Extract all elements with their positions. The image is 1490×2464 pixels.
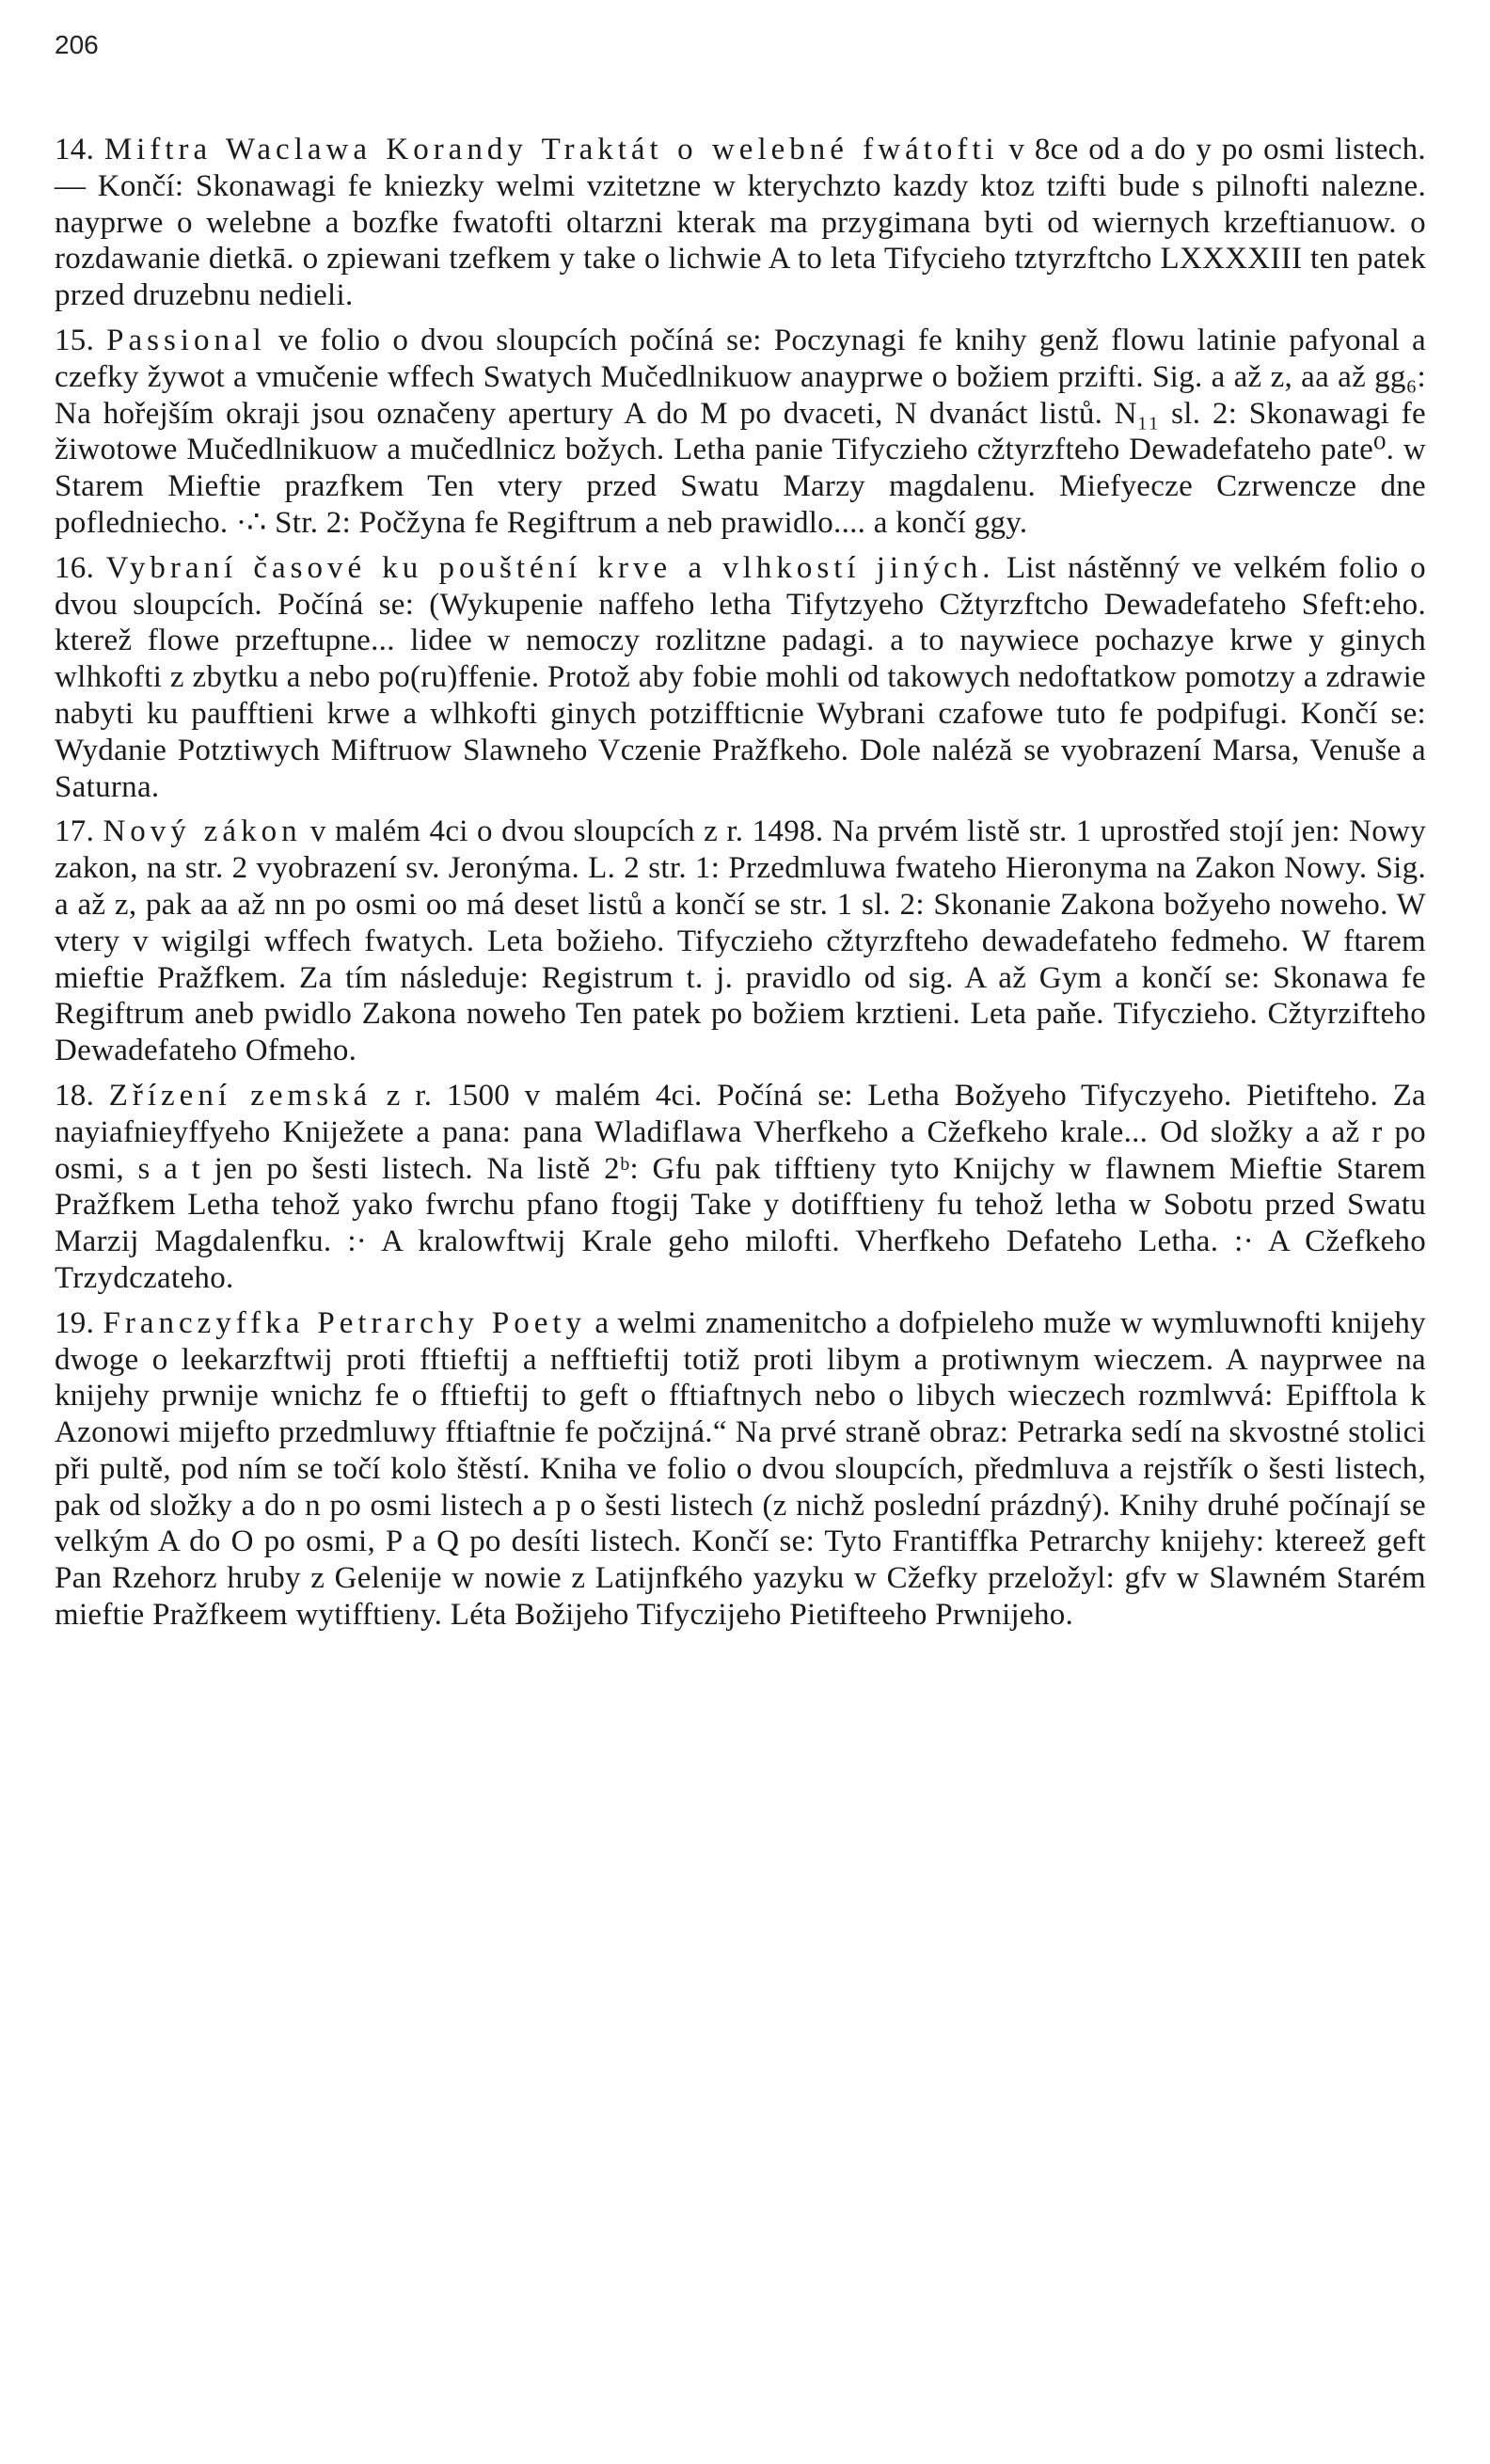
catalog-entry-14 <box>55 132 1426 314</box>
entry-text: a welmi znamenitcho a dofpieleho muže w wymluwnofti knijehy dwoge o leekarzftwij proti fftieftij a nefftieftij totiž proti libym a protiwnym wieczem. A nayprwee na knijehy prwnije wnichz fe o fftieftij to geft o fftiaftnych nebo o libych wieczech rozmlwvá: Epifftola k Azonowi mijefto przedmluwy fftiaftnie fe počzijná.“ Na prvé straně obraz: Petrarka sedí na skvostné stolici při pultě, pod ním se točí kolo štěstí. Kniha ve folio o dvou sloupcích, předmluva a rejstřík o šesti listech, pak od složky a do n po osmi listech a p o šesti listech (z nichž poslední prázdný). Knihy druhé počínají se velkým A do O po osmi, P a Q po desíti listech. Končí se: Tyto Frantiffka Petrarchy knijehy: ktereež geft Pan Rzehorz hruby z Gelenije w nowie z Latijnfkého yazyku w Cžefky przeložyl: gfv w Slawném Starém mieftie Pražfkeem wytifftieny. Léta Božijeho Tifyczijeho Pietifteeho Prwnijeho. <box>55 1305 1426 1633</box>
entry-title: Franczyffka Petrarchy Poety <box>103 1305 587 1340</box>
entry-title: Nový zákon <box>103 814 302 849</box>
entry-title: Passional <box>106 323 266 357</box>
catalog-entry-17 <box>55 813 1426 1069</box>
catalog-entry-18 <box>55 1078 1426 1297</box>
entry-text: ve folio o dvou sloupcích počíná se: Poczynagi fe knihy genž flowu latinie pafyonal a czefky žywot a vmučenie wffech Swatych Mučedlnikuow anayprwe o božiem przifti. Sig. a až z, aa až gg₆: Na hořejším okraji jsou označeny apertury A do M po dvaceti, N dvanáct listů. N₁₁ sl. 2: Skonawagi fe žiwotowe Mučedlnikuow a mučedlnicz božych. Letha panie Tifyczieho cžtyrzfteho Dewadefateho pate⁰. w Starem Mieftie prazfkem Ten vtery przed Swatu Marzy magdalenu. Miefyecze Czrwencze dne pofledniecho. ·∴ Str. 2: Počžyna fe Regiftrum a neb prawidlo.... a končí ggy. <box>55 323 1426 540</box>
entry-text: v malém 4ci o dvou sloupcích z r. 1498. Na prvém listě str. 1 uprostřed stojí jen: Nowy zakon, na str. 2 vyobrazení sv. Jeronýma. L. 2 str. 1: Przedmluwa fwateho Hieronyma na Zakon Nowy. Sig. a až z, pak aa až nn po osmi oo má deset listů a končí se str. 1 sl. 2: Skonanie Zakona božyeho noweho. W vtery v wigilgi wffech fwatych. Leta božieho. Tifyczieho cžtyrzfteho dewadefateho fedmeho. W ftarem mieftie Pražfkem. Za tím následuje: Registrum t. j. pravidlo od sig. A až Gym a končí se: Skonawa fe Regiftrum aneb pwidlo Zakona noweho Ten patek po božiem krztieni. Leta paňe. Tifyczieho. Cžtyrzifteho Dewadefateho Ofmeho. <box>55 814 1426 1068</box>
entry-number: 14. <box>55 133 95 166</box>
catalog-entry-19 <box>55 1305 1426 1634</box>
entry-number: 19. <box>55 1305 95 1340</box>
entry-text: v 8ce od a do y po osmi listech. — Končí: Skonawagi fe kniezky welmi vzitetzne w kterychzto kazdy ktoz tzifti bude s pilnofti nalezne. nayprwe o welebne a bozfke fwatofti oltarzni kterak ma przygimana byti od wiernych krzeftianuow. o rozdawanie dietkā. o zpiewani tzefkem y take o lichwie A to leta Tifycieho tztyrzftcho LXXXXIII ten patek przed druzebnu nedieli. <box>55 133 1426 313</box>
entry-number: 17. <box>55 814 95 849</box>
page-body <box>55 132 1426 1642</box>
entry-number: 18. <box>55 1078 95 1113</box>
entry-number: 15. <box>55 323 95 357</box>
entry-title: Zřízení zemská <box>108 1078 372 1113</box>
catalog-entry-15 <box>55 323 1426 542</box>
entry-title: Miftra Waclawa Korandy Traktát o welebné fwátofti <box>103 133 999 166</box>
entry-title: Vybraní časové ku poušténí krve a vlhkostí jiných. <box>105 550 995 585</box>
entry-text: List nástěnný ve velkém folio o dvou sloupcích. Počíná se: (Wykupenie naffeho letha Tifytzyeho Cžtyrzftcho Dewadefateho Sfeft:eho. kterež flowe przeftupne... lidee w nemoczy rozlitzne padagi. a to naywiece pochazye krwe y ginych wlhkofti z zbytku a nebo po(ru)ffenie. Protož aby fobie mohli od takowych nedoftatkow pomotzy a zdrawie nabyti ku paufftieni krwe a wlhkofti ginych potziffticnie Wybrani czafowe tuto fe podpifugi. Končí se: Wydanie Potztiwych Miftruow Slawneho Vczenie Pražfkeho. Dole naléză se vyobrazení Marsa, Venuše a Saturna. <box>55 550 1426 804</box>
entry-text: z r. 1500 v malém 4ci. Počíná se: Letha Božyeho Tifyczyeho. Pietifteho. Za nayiafnieyffyeho Kniježete a pana: pana Wladiflawa Vherfkeho a Cžefkeho krale... Od složky a až r po osmi, s a t jen po šesti listech. Na listě 2ᵇ: Gfu pak tifftieny tyto Knijchy w flawnem Mieftie Starem Pražfkem Letha tehož yako fwrchu pfano ftogij Take y dotifftieny fu tehož letha w Sobotu przed Swatu Marzij Magdalenfku. :· A kralowftwij Krale geho milofti. Vherfkeho Defateho Letha. :· A Cžefkeho Trzydczateho. <box>55 1078 1426 1295</box>
entry-number: 16. <box>55 550 95 585</box>
page-number: 206 <box>55 30 99 59</box>
catalog-entry-16 <box>55 550 1426 806</box>
